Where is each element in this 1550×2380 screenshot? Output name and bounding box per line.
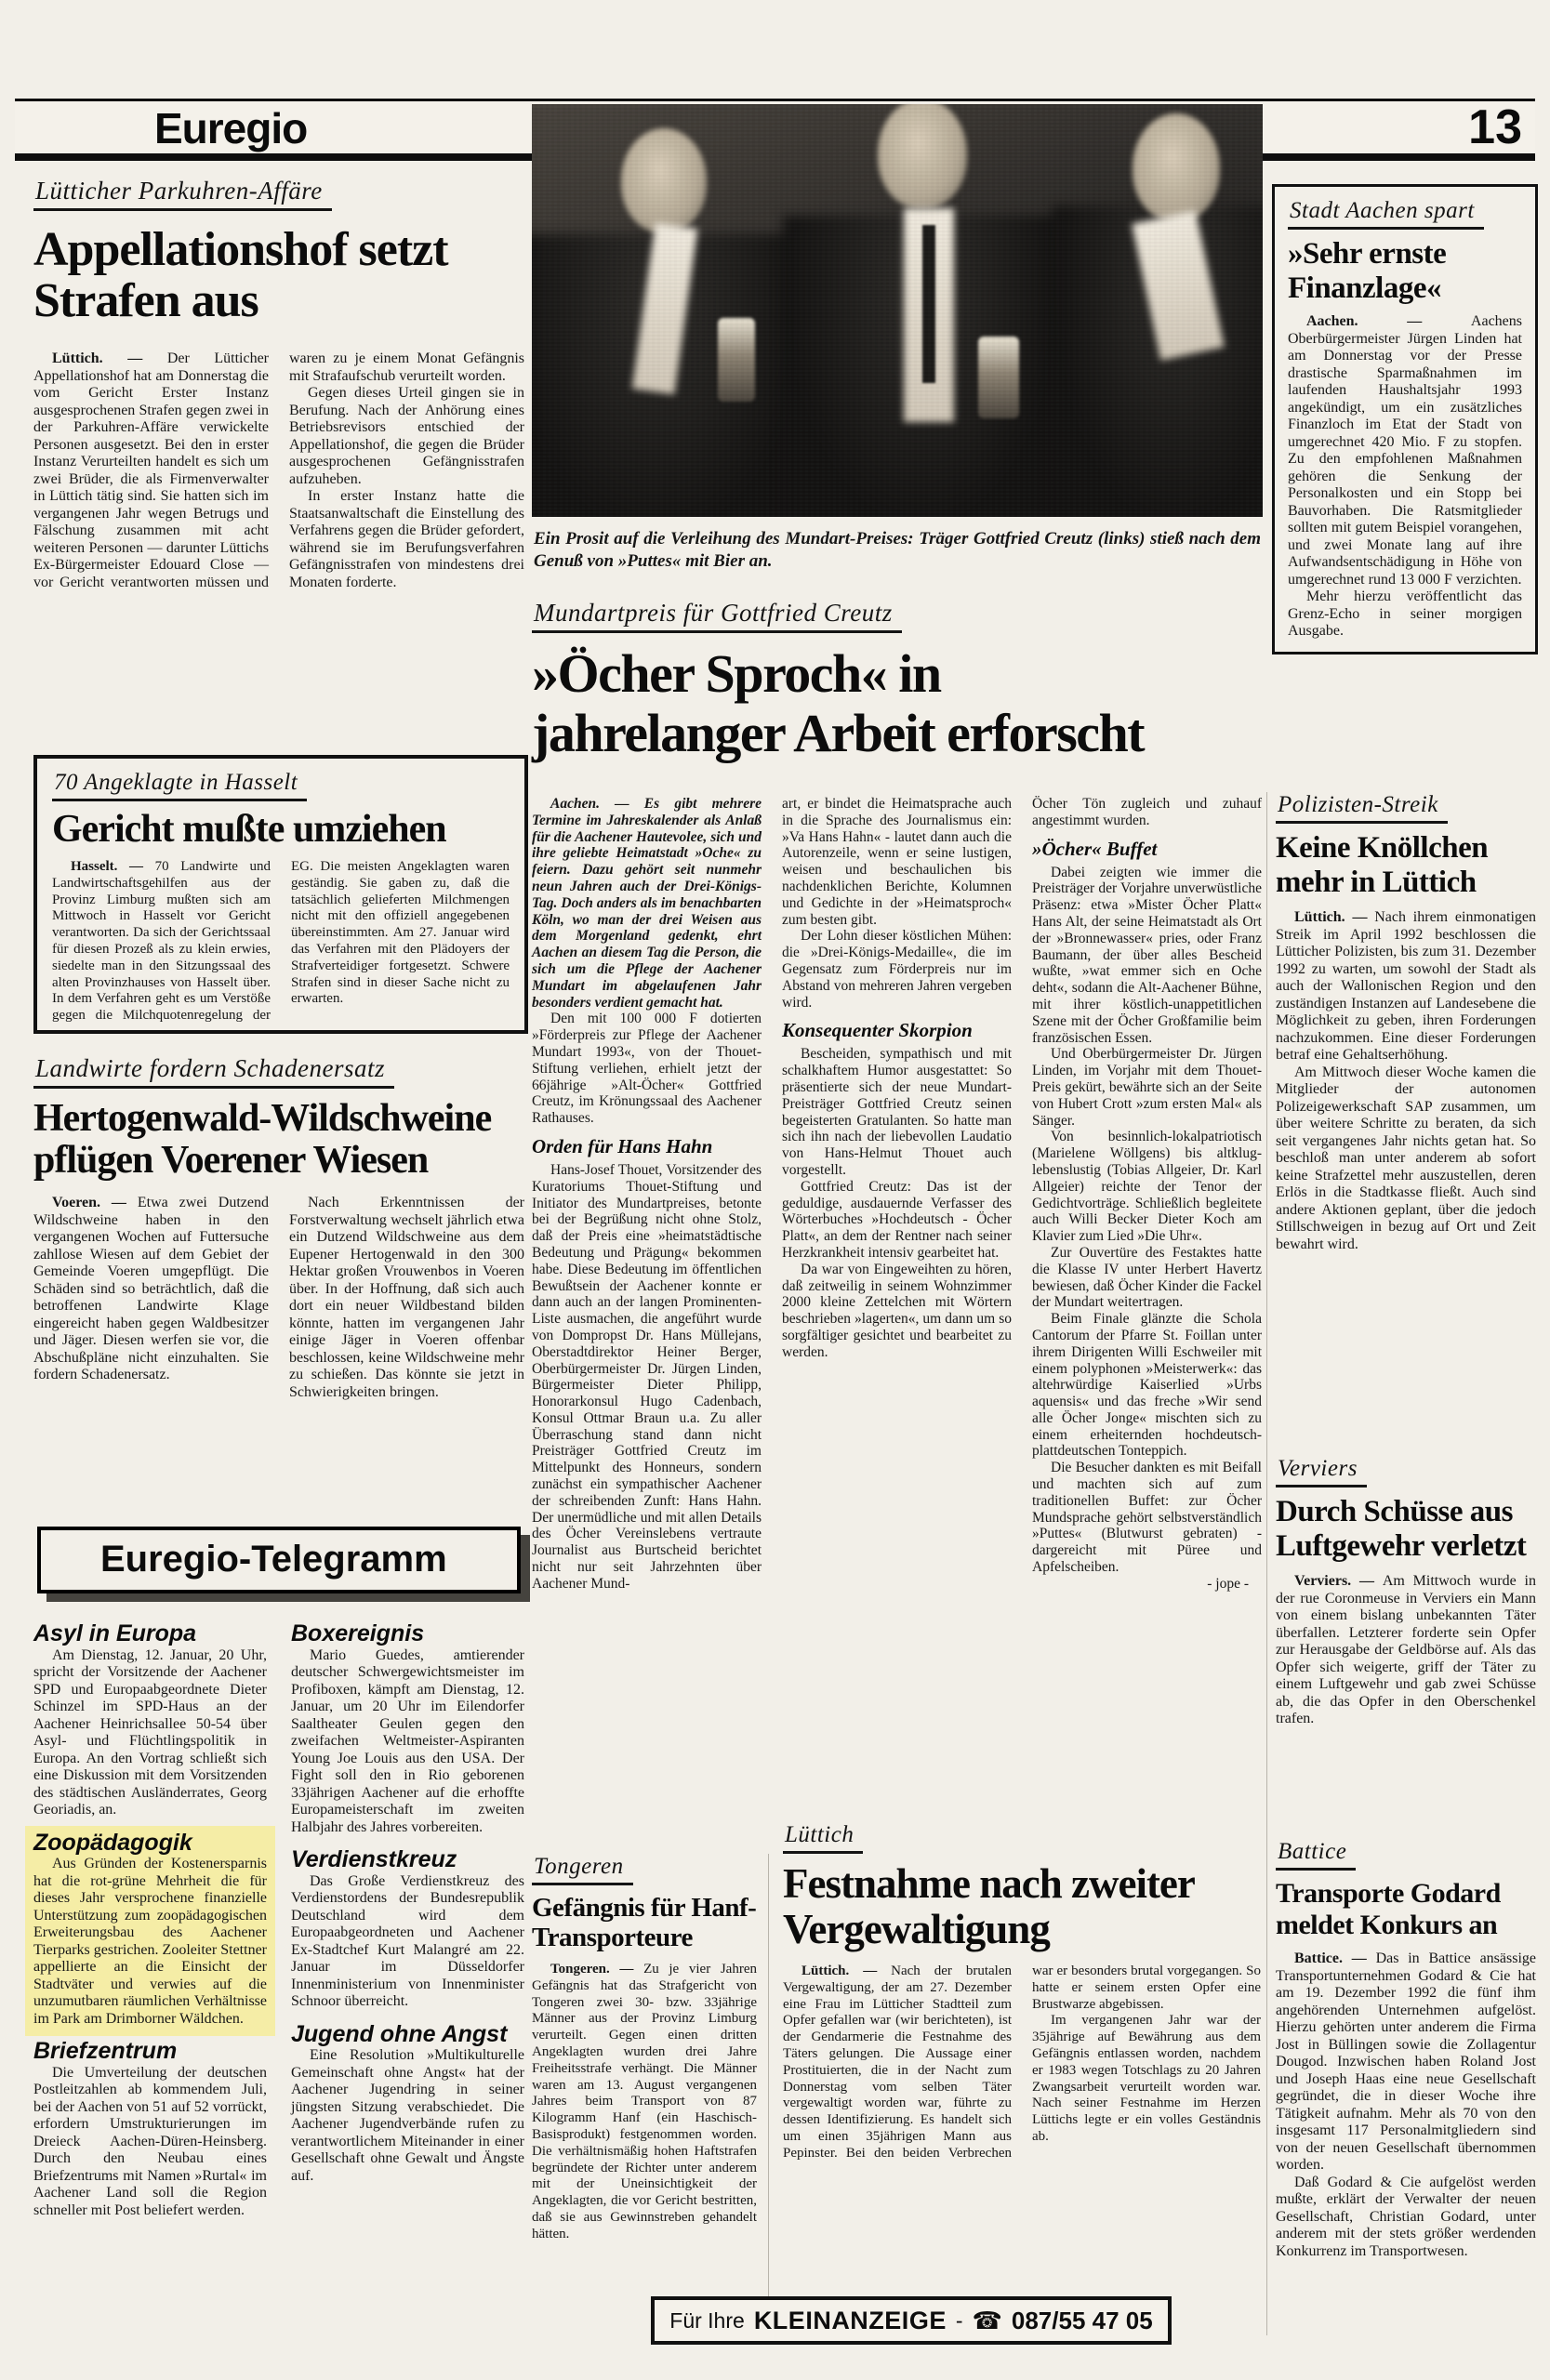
headline: Durch Schüsse aus Luftgewehr verletzt [1276,1495,1527,1563]
article-body: Aachen. — Aachens Oberbürgermeister Jürgen Linden hat am Donnerstag vor der Presse drastische Sparmaßnahmen im laufenden Haushaltsjahr 1993 angekündigt, um ein zusätzliches Finanzloch im Etat der Stadt von umgerechnet 420 Mio. F zu stopfen. Zu den empfohlenen Maßnahmen gehören die Senkung der Personalkosten und ein Stopp bei Bauvorhaben. Die Ratsmitglieder sollten mit gutem Beispiel vorangehen, und zwei Monate lang auf ihre Aufwandsentschädigung in Höhe von umgerechnet rund 13 000 F verzichten. Mehr hierzu veröffentlicht das Grenz-Echo in seiner morgigen Ausgabe. [1288,313,1522,639]
headline: Gericht mußte umziehen [52,808,446,851]
ad-separator: - [955,2307,963,2333]
column-rule [768,1854,769,2337]
paragraphs: Den mit 100 000 F dotierten »Förderpreis zur Pflege der Aachener Mundart 1993«, von der Thouet-Stiftung verliehen, erhielt jetzt der 66jährige »Alt-Öcher« Gottfried Creutz, im Krönungssaal des Aachener Rathauses. [532,1011,762,1127]
dateline: Voeren. — [52,1195,138,1210]
ad-prefix: Für Ihre [669,2307,745,2333]
kicker: Battice [1276,1839,1356,1871]
crosshead: Orden für Hans Hahn [532,1134,713,1157]
headline: Transporte Godard meldet Konkurs an [1276,1878,1501,1940]
dateline: Lüttich. — [52,350,167,366]
dateline: Aachen. — [1306,313,1471,329]
article-battice [1276,1839,1536,2260]
article-parkuhren [33,177,524,722]
article-wildschweine [33,1054,524,1464]
article-body: Battice. — Das in Battice ansässige Transportunternehmen Godard & Cie hat am 19. Dezember 1992 die fünf ihm angehörenden Unternehmen aufgelöst. Hierzu gehörten unter anderem die Firma Jost in Büllingen sowie die Zollagentur Dougod. Inzwischen haben Roland Jost und Joseph Haas eine neue Gesellschaft gegründet, die in dieser Woche ihre Tätigkeit aufnahm. Mehr als 70 von den insgesamt 117 Personalmitgliedern sind von der neuen Gesellschaft übernommen worden. Daß Godard & Cie aufgelöst werden mußte, erklärt der Verwalter der neuen Gesellschaft, Christian Godard, unter anderem mit der stets größer werdenden Konkurrenz im Transportwesen. [1276,1950,1536,2259]
author-signoff: - jope - [1207,1575,1249,1592]
kicker: 70 Angeklagte in Hasselt [52,770,307,801]
kicker: Lütticher Parkuhren-Affäre [33,177,332,211]
article-body: Verviers. — Am Mittwoch wurde in der rue Coronmeuse in Verviers ein Mann von einem bislang unbekannten Täter überfallen. Letzterer forderte sein Opfer zur Herausgabe der Geldbörse auf. Als das Opfer sich weigerte, griff der Täter zu einem Luftgewehr und gab zwei Schüsse ab, die das Opfer in den Oberschenkel trafen. [1276,1573,1536,1726]
article-body: Tongeren. — Zu je vier Jahren Gefängnis hat das Strafgericht von Tongeren zwei 30- bzw. 33jährige Männer aus der Provinz Limburg verurteilt. Gegen einen dritten Angeklagten wurden drei Jahre Freiheitsstrafe verhängt. Die Männer waren am 13. August vergangenen Jahres beim Transport von 87 Kilogramm Hanf (ein Haschisch-Basisprodukt) festgenommen worden. Die verhältnismäßig hohen Haftstrafen begründete der Richter unter anderem mit der Uneinsichtigkeit der Angeklagten, die vor Gericht bestritten, daß sie aus Gewinnstreben gehandelt hätten. [532,1962,757,2241]
dateline: Lüttich. — [1294,909,1375,925]
article-body: Lüttich. — Der Lütticher Appellationshof hat am Donnerstag die vom Gericht Erster Instanz ausgesprochenen Strafen gegen zwei in der Parkuhren-Affäre verwickelte Personen ausgesetzt. Bei den in erster Instanz Verurteilten handelt es sich um zwei Brüder, die als Firmenverwalter in Lüttich tätig sind. Sie hatten sich im vergangenen Jahr wegen Betrugs und Fälschung zusammen mit acht weiteren Personen — darunter Lüttichs Ex-Bürgermeister Edouard Close — vor Gericht verantworten müssen und waren zu je einem Monat Gefängnis mit Strafaufschub verurteilt worden. Gegen dieses Urteil gingen sie in Berufung. Nach der Anhörung eines Betriebsrevisors entschied der Appellationshof, die gegen die Brüder ausgesprochenen Gefängnisstrafen aufzuheben. In erster Instanz hatte die Staatsanwaltschaft die Einstellung des Verfahrens gegen die Brüder gefordert, während sie im Berufungsverfahren Gefängnisstrafen von mindestens drei Monaten forderte. [33,350,524,590]
telegram-title: Euregio-Telegramm [100,1539,447,1580]
dateline: Battice. — [1294,1950,1376,1966]
photo [532,104,1263,517]
lead-paragraph: Aachen. — Es gibt mehrere Termine im Jahreskalender als Anlaß für die Aachener Hautevolee, sich und ihre geliebte Heimatstadt »Oche« zu feiern. Dazu gehört seit nunmehr neun Jahren auch der Drei-Königs-Tag. Doch anders als im benachbarten Köln, wo man der drei Weisen aus dem Morgenland gedenkt, ehrt Aachen an diesem Tag die Person, die sich um die Pflege der Aachener Mundart im abgelaufenen Jahr besonders verdient gemacht hat. [532,796,762,1011]
headline: Gefängnis für Hanf-Transporteure [532,1893,757,1952]
telegram-item: Verdienstkreuz Das Große Verdienstkreuz des Verdienstordens der Bundesrepublik Deutschland wird dem Europaabgeordneten und Aachener Ex-Stadtchef Kurt Malangré am 22. Januar im Düsseldorfer Innenministerium von Innenminister Schnoor überreicht. [291,1846,524,2009]
kicker: Mundartpreis für Gottfried Creutz [532,599,902,633]
headline: Keine Knöllchen mehr in Lüttich [1276,831,1489,899]
telegram-item: Asyl in Europa Am Dienstag, 12. Januar, 20 Uhr, spricht der Vorsitzende der Aachener SPD und Europaabgeordnete Dieter Schinzel im SPD-Haus an der Aachener Heinrichsallee 50-54 über Asyl- und Flüchtlingspolitik in Europa. An den Vortrag schließt sich eine Diskussion mit dem Vorsitzenden des städtischen Ausländerrates, Georg Georiadis, an. [33,1620,267,1818]
classified-ad-box [651,2296,1172,2345]
telegram-item-heading: Jugend ohne Angst [291,2020,508,2047]
telegram-item: Boxereignis Mario Guedes, amtierender deutscher Schwergewichtsmeister im Profiboxen, kämpft am Dienstag, 12. Januar, um 20 Uhr im Eilendorfer Saaltheater Geulen gegen den zweifachen Weltmeister-Aspiranten Young Joe Louis aus den USA. Der Fight soll den in Rio geborenen 33jährigen Aachener auf die erhoffte Europameisterschaft im zweiten Halbjahr des Jahres vorbereiten. [291,1620,524,1835]
headline: Hertogenwald-Wildschweine pflügen Voerener Wiesen [33,1097,492,1182]
telegram-item-heading: Verdienstkreuz [291,1846,457,1872]
article-mundart [532,599,1263,763]
headline: Festnahme nach zweiter Vergewaltigung [783,1860,1195,1952]
ad-phone-number: 087/55 47 05 [1011,2306,1153,2334]
section-logo: Euregio [154,104,308,152]
article-body: Hasselt. — 70 Landwirte und Landwirtschaftsgehilfen aus der Provinz Limburg mußten sich am Mittwoch in Hasselt vor Gericht verantworten. Da sich der Gerichtssaal für diesen Prozeß als zu klein erwies, siedelte man in den Sitzungssaal des alten Provinzhauses von Hasselt über. In dem Verfahren geht es um Verstöße gegen die Milchquotenregelung der EG. Die meisten Angeklagten waren geständig. Sie gaben zu, daß die tatsächlich gelieferten Milchmengen nicht mit den offiziell angegebenen übereinstimmten. Am 27. Januar wird das Verfahren mit den Plädoyers der Strafverteidiger fortgesetzt. Schwere Strafen sind in dieser Sache nicht zu erwarten. [52,859,510,1024]
kicker: Verviers [1276,1456,1367,1488]
headline: »Sehr ernste Finanzlage« [1288,237,1447,305]
telegram-body [33,1620,524,2220]
telegram-item: Jugend ohne Angst Eine Resolution »Multikulturelle Gemeinschaft ohne Angst« hat der Aachener Jugendring in seiner jüngsten Sitzung verabschiedet. Die Aachener Jugendverbände rufen zu verantwortlichem Miteinander in einer Gesellschaft ohne Gewalt und Ängste auf. [291,2020,524,2184]
telegram-item-heading: Asyl in Europa [33,1620,197,1646]
page-number: 13 [1468,100,1522,154]
paragraphs: Hans-Josef Thouet, Vorsitzender des Kuratoriums Thouet-Stiftung und Initiator des Mundartpreises, betonte bei der Begrüßung nicht ohne Stolz, daß der Preis eine »heimatstädtische Bedeutung und Prägung« bekommen habe. Diese Bedeutung im öffentlichen Bewußtsein der Aachener konnte er dann auch an der langen Prominenten-Liste ausmachen, die angeführt wurde von Dompropst Dr. Hans Müllejans, Oberstadtdirektor Heiner Berger, Oberbürgermeister Dr. Jürgen Linden, Bürgermeister Dieter Philipp, Honorarkonsul Hugo Cadenbach, Konsul Ottmar Braun u.a. Zu aller Überraschung stand dann nicht Preisträger Gottfried Creutz im Mittelpunkt des Honneurs, sondern zunächst ein sympathischer Aachener der schreibenden Zunft: Hans Hahn. Der unermüdliche und mit allen Details des Öcher Vereinslebens vertraute Journalist aus Burtscheid berichtet nicht nur seit Jahrzehnten über Aachener Mund- [532,1161,762,1592]
dateline: Verviers. — [1294,1573,1383,1589]
crosshead: Konsequenter Skorpion [782,1019,973,1042]
telegram-title-box [37,1527,521,1593]
paragraphs: Bescheiden, sympathisch und mit schalkhaftem Humor ausgestattet: So präsentierte sich der neue Mundart-Preisträger Gottfried Creutz seinen begeisterten Gratulanten. So hatte man sich ihn nach der liebevollen Laudatio von Hans-Helmut Thouet auch vorgestellt. Gottfried Creutz: Das ist der geduldige, ausdauernde Verfasser des Wörterbuches »Hochdeutsch - Öcher Platt«, an dem der Rentner nach seiner Herzkrankheit intensiv gearbeitet hat. Da war von Eingeweihten zu hören, daß zeitweilig in seinem Wohnzimmer 2000 kleine Zettelchen mit Wörtern beschrieben »lagerten«, um dann um so sorgfältiger gesichtet und bearbeitet zu werden. [782,1046,1012,1360]
kicker: Polizisten-Streik [1276,792,1448,824]
article-body: Lüttich. — Nach der brutalen Vergewaltigung, der am 27. Dezember eine Frau im Lütticher Stadtteil zum Opfer gefallen war (wir berichteten), ist der Gendarmerie die Festnahme des Täters gelungen. Die Aussage einer Prostituierten, die in der Nacht zum Donnerstag vom selben Täter vergewaltigt worden war, führte zu dessen Identifizierung. Es handelt sich um einen 35jährigen Mann aus Pepinster. Bei den beiden Verbrechen war er besonders brutal vorgegangen. So hatte er seinem ersten Opfer eine Brustwarze abgebissen. Im vergangenen Jahr war der 35jährige auf Bewährung aus dem Gefängnis entlassen worden, nachdem er 1983 wegen Totschlags zu 20 Jahren Zwangsarbeit verurteilt worden war. Nach seiner Festnahme im Herzen Lüttichs legte er ein volles Geständnis ab. [783,1964,1261,2161]
column-rule [1266,792,1267,2335]
telegram-item-heading: Zoopädagogik [33,1829,192,1856]
column-2: art, er bindet die Heimatsprache auch in die Sprache des Journalismus ein: »Va Hans Hahn« - lautet dann auch die Autorenzeile, wenn er seine lustigen, weisen und beschaulichen bis nachdenklichen Berichte, Kolumnen und Gedichte in der »Heimatsproch« zum besten gibt. Der Lohn dieser köstlichen Mühen: die »Drei-Königs-Medaille«, die im Gegensatz zum Förderpreis nur im Abstand von mehreren Jahren vergeben wird. Konsequenter Skorpion Bescheiden, sympathisch und mit schalkhaftem Humor ausgestattet: So präsentierte sich der neue Mundart-Preisträger Gottfried Creutz seinen begeisterten Gratulanten. So hatte man sich ihn nach der liebevollen Laudatio von Hans-Helmut Thouet auch vorgestellt. Gottfried Creutz: Das ist der geduldige, ausdauernde Verfasser des Wörterbuches »Hochdeutsch - Öcher Platt«, an dem der Rentner nach seiner Herzkrankheit intensiv gearbeitet hat. Da war von Eingeweihten zu hören, daß zeitweilig in seinem Wohnzimmer 2000 kleine Zettelchen mit Wörtern beschrieben »lagerten«, um dann um so sorgfältiger gesichtet und bearbeitet zu werden. [782,796,1012,1360]
dateline: Tongeren. — [550,1962,644,1977]
paragraphs: Der Lohn dieser köstlichen Mühen: die »Drei-Königs-Medaille«, die im Gegensatz zum Förderpreis nur im Abstand von mehreren Jahren vergeben wird. [782,928,1012,1011]
crosshead: »Öcher« Buffet [1032,837,1158,860]
dateline: Hasselt. — [71,859,155,874]
article-tongeren [532,1854,757,2243]
telegram-item: Briefzentrum Die Umverteilung der deutschen Postleitzahlen ab kommendem Juli, bei der Aachen von 51 auf 52 vorrückt, erfordern Umstrukturierungen im Dreieck Aachen-Düren-Heinsberg. Durch den Neubau eines Briefzentrums mit Namen »Rurtal« im Aachener Land soll die Region schneller mit Post beliefert werden. [33,2038,267,2218]
kicker: Tongeren [532,1854,633,1885]
telegram-item-highlighted: Zoopädagogik Aus Gründen der Kostenersparnis hat die rot-grüne Mehrheit die für dieses Jahr versprochene finanzielle Unterstützung zum zoopädagogischen Erweiterungsbau des Aachener Tierparks gestrichen. Zooleiter Stettner appellierte an die Einsicht der Stadtväter und verwies auf die unzumutbaren räumlichen Verhältnisse im Park am Drimborner Wäldchen. [33,1829,267,2027]
paragraphs: Dabei zeigten wie immer die Preisträger der Vorjahre unverwüstliche Präsenz: etwa »Mister Öcher Platt« Hans Alt, der seine Heimatstadt als Ort der »Bronnewasser« pries, oder Franz Baumann, der über alles Bescheid wußte, »wat emmer sich en Oche deht«, sodann die Alt-Aachener Bühne, mit ihrer köstlich-unappetitlichen Szene mit der Öcher Großfamilie beim französischen Essen. Und Oberbürgermeister Dr. Jürgen Linden, im Vorjahr mit dem Thouet-Preis gekürt, bewährte sich an der Seite von Hubert Crott »zum ersten Mal« als Sänger. Von besinnlich-lokalpatriotisch (Marielene Wöllgens) bis altklug-lebenslustig (Tobias Allgeier, Dr. Karl Allgeier) reichte der Tenor der Gedichtvorträge. Schließlich begleitete auch Willi Becker Dieter Koch am Klavier zum Lied »Die Uhr«. Zur Ouvertüre des Festaktes hatte die Klasse IV unter Herbert Havertz bewiesen, daß Öcher Kinder die Fackel der Mundart weitertragen. Beim Finale glänzte die Schola Cantorum der Pfarre St. Foillan unter ihrem Dirigenten Willi Eschweiler mit einem polyphonen »Meisterwerk«: das altehrwürdige Kaiserlied »Urbs aquensis« und das freche »Wir send alle Öcher Jonge« mischten sich zu einem erheiternden hochdeutsch-plattdeutschen Tonteppich. Die Besucher dankten es mit Beifall und machten sich auf zum traditionellen Buffet: zur Öcher Mundsprache gehört selbstverständlich »Puttes« (Blutwurst gebraten) - dargereicht mit Püree und Apfelscheiben. [1032,864,1262,1576]
headline: Appellationshof setzt Strafen aus [33,223,448,327]
article-polizisten [1276,792,1536,1253]
dateline: Lüttich. — [801,1964,892,1978]
kicker: Landwirte fordern Schadenersatz [33,1054,394,1089]
article-body: Lüttich. — Nach ihrem einmonatigen Streik im April 1992 beschlossen die Lütticher Polizisten, bis zum 31. Dezember 1992 zu warten, um sowohl der Stadt als auch der Wallonischen Region und den zuständigen Instanzen auf Landesebene die Möglichkeit zu geben, ihren Forderungen nachzukommen. Eine dieser Forderungen betraf eine Gehaltserhöhung. Am Mittwoch dieser Woche kamen die Mitglieder der autonomen Polizeigewerkschaft SAP zusammen, um über weitere Schritte zu beraten, da sich seit vergangenes Jahr nichts getan hat. So beschloß man unter anderem ab sofort keine Strafzettel mehr auszustellen, deren Erlös in die Stadtkasse fließt. Auch sind andere Aktionen geplant, über die jedoch Stillschweigen in bezug auf Ort und Zeit bewahrt wird. [1276,909,1536,1252]
article-finanzlage [1272,184,1538,654]
telegram-item-heading: Briefzentrum [33,2038,178,2064]
kicker: Stadt Aachen spart [1288,198,1484,230]
article-body: Voeren. — Etwa zwei Dutzend Wildschweine haben in den vergangenen Wochen auf Futtersuche zahllose Wiesen auf dem Gebiet der Gemeinde Voeren umgepflügt. Die Schäden sind so beträchtlich, daß die betroffenen Landwirte Klage eingereicht haben gegen Waldbesitzer und Jäger. Diesen werfen sie vor, die Abschußpläne nicht einzuhalten. Sie fordern Schadenersatz. Nach Erkenntnissen der Forstverwaltung wechselt jährlich etwa ein Dutzend Wildschweine aus dem Eupener Hertogenwald in den 300 Hektar großen Vrouwenbos in Voeren über. In der Hoffnung, daß sich auch dort ein neuer Wildbestand bilden könnte, hatten im vergangenen Jahr einige Jäger in Voeren offenbar beschlossen, keine Wildschweine mehr zu schießen. Das könnte sie jetzt in Schwierigkeiten bringen. [33,1195,524,1400]
telegram-item-heading: Boxereignis [291,1620,425,1646]
photo-grain [532,104,1263,517]
dateline: Aachen. — [550,796,644,812]
article-mundart-body [532,796,1263,1593]
column-1 [532,796,762,1593]
ad-label: KLEINANZEIGE [753,2306,947,2334]
article-hasselt [33,755,528,1034]
column-3: Öcher Tön zugleich und zuhauf angestimmt wurden. »Öcher« Buffet Dabei zeigten wie immer die Preisträger der Vorjahre unverwüstliche Präsenz: etwa »Mister Öcher Platt« Hans Alt, der seine Heimatstadt als Ort der »Bronnewasser« pries, oder Franz Baumann, der über alles Bescheid wußte, »wat emmer sich en Oche deht«, sodann die Alt-Aachener Bühne, mit ihrer köstlich-unappetitlichen Szene mit der Öcher Großfamilie beim französischen Essen. Und Oberbürgermeister Dr. Jürgen Linden, im Vorjahr mit dem Thouet-Preis gekürt, bewährte sich an der Seite von Hubert Crott »zum ersten Mal« als Sänger. Von besinnlich-lokalpatriotisch (Marielene Wöllgens) bis altklug-lebenslustig (Tobias Allgeier, Dr. Karl Allgeier) reichte der Tenor der Gedichtvorträge. Schließlich begleitete auch Willi Becker Dieter Koch am Klavier zum Lied »Die Uhr«. Zur Ouvertüre des Festaktes hatte die Klasse IV unter Herbert Havertz bewiesen, daß Öcher Kinder die Fackel der Mundart weitertragen. Beim Finale glänzte die Schola Cantorum der Pfarre St. Foillan unter ihrem Dirigenten Willi Eschweiler mit einem polyphonen »Meisterwerk«: das altehrwürdige Kaiserlied »Urbs aquensis« und das freche »Wir send alle Öcher Jonge« mischten sich zu einem erheiternden hochdeutsch-plattdeutschen Tonteppich. Die Besucher dankten es mit Beifall und machten sich auf zum traditionellen Buffet: zur Öcher Mundsprache gehört selbstverständlich »Puttes« (Blutwurst gebraten) - dargereicht mit Püree und Apfelscheiben. - jope - [1032,796,1262,1592]
photo-caption: Ein Prosit auf die Verleihung des Mundart-Preises: Träger Gottfried Creutz (links) stieß nach dem Genuß von »Puttes« mit Bier an. [534,529,1261,571]
phone-icon: ☎ [972,2306,1002,2334]
article-festnahme [783,1822,1261,2162]
headline: »Öcher Sproch« in jahrelanger Arbeit erforscht [532,643,1145,763]
kicker: Lüttich [783,1822,863,1854]
article-verviers [1276,1456,1536,1728]
